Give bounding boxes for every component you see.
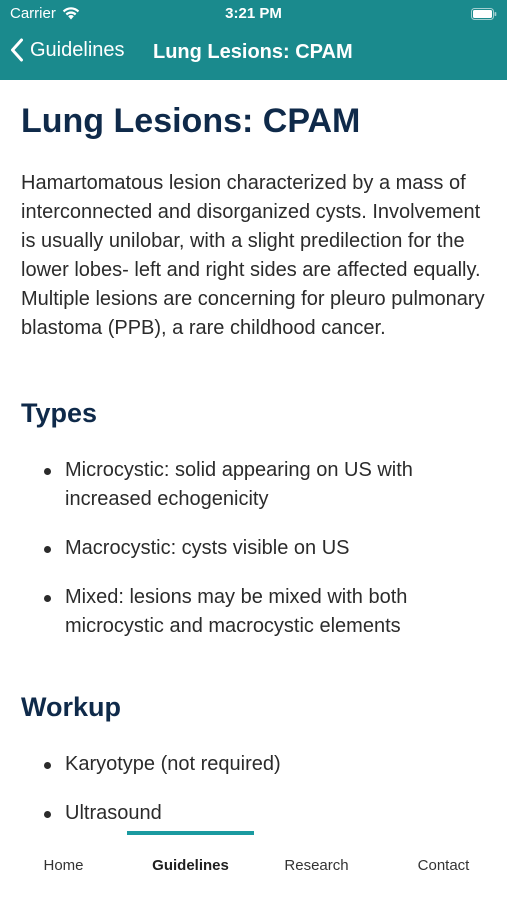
status-time: 3:21 PM: [225, 5, 282, 22]
back-button[interactable]: [10, 38, 125, 62]
bullet-icon: [44, 762, 51, 769]
list-item-text: Karyotype (not required): [65, 753, 281, 775]
list-item: [0, 534, 507, 563]
active-tab-indicator: [127, 831, 254, 835]
tab-research[interactable]: Research: [284, 857, 349, 874]
types-heading: Types: [21, 398, 98, 428]
workup-heading: Workup: [21, 692, 121, 722]
bullet-icon: [44, 811, 51, 818]
tab-home[interactable]: Home: [43, 857, 84, 874]
nav-title: Lung Lesions: CPAM: [153, 41, 353, 63]
battery-icon: [471, 7, 497, 19]
list-item: [0, 799, 507, 826]
types-list: [0, 456, 507, 641]
list-item: [0, 456, 507, 514]
header-bar: [0, 0, 507, 80]
tab-bar: [0, 826, 507, 900]
list-item-text: Ultrasound: [65, 802, 162, 824]
page-title: Lung Lesions: CPAM: [21, 102, 361, 140]
chevron-left-icon: [10, 38, 24, 62]
workup-list: [0, 750, 507, 826]
list-item-text: Microcystic: solid appearing on US with increased echogenicity: [65, 459, 413, 510]
content-scroll-area[interactable]: [0, 80, 507, 826]
bullet-icon: [44, 546, 51, 553]
list-item: [0, 750, 507, 779]
carrier-label: Carrier: [10, 5, 56, 22]
status-bar: [0, 0, 507, 28]
navigation-bar: [0, 30, 507, 78]
list-item-text: Macrocystic: cysts visible on US: [65, 537, 350, 559]
list-item-text: Mixed: lesions may be mixed with both microcystic and macrocystic elements: [65, 586, 408, 637]
bullet-icon: [44, 468, 51, 475]
intro-paragraph: Hamartomatous lesion characterized by a mass of interconnected and disorganized cysts. Involvement is usually unilobar, with a slight predilection for the lower lobes- left and right sides are affected equally. Multiple lesions are concerning for pleuro pulmonary blastoma (PPB), a rare childhood cancer.: [21, 172, 485, 339]
back-button-label: Guidelines: [30, 38, 125, 61]
tab-contact[interactable]: Contact: [417, 857, 470, 874]
bullet-icon: [44, 595, 51, 602]
list-item: [0, 583, 507, 641]
tab-guidelines[interactable]: Guidelines: [152, 857, 229, 874]
